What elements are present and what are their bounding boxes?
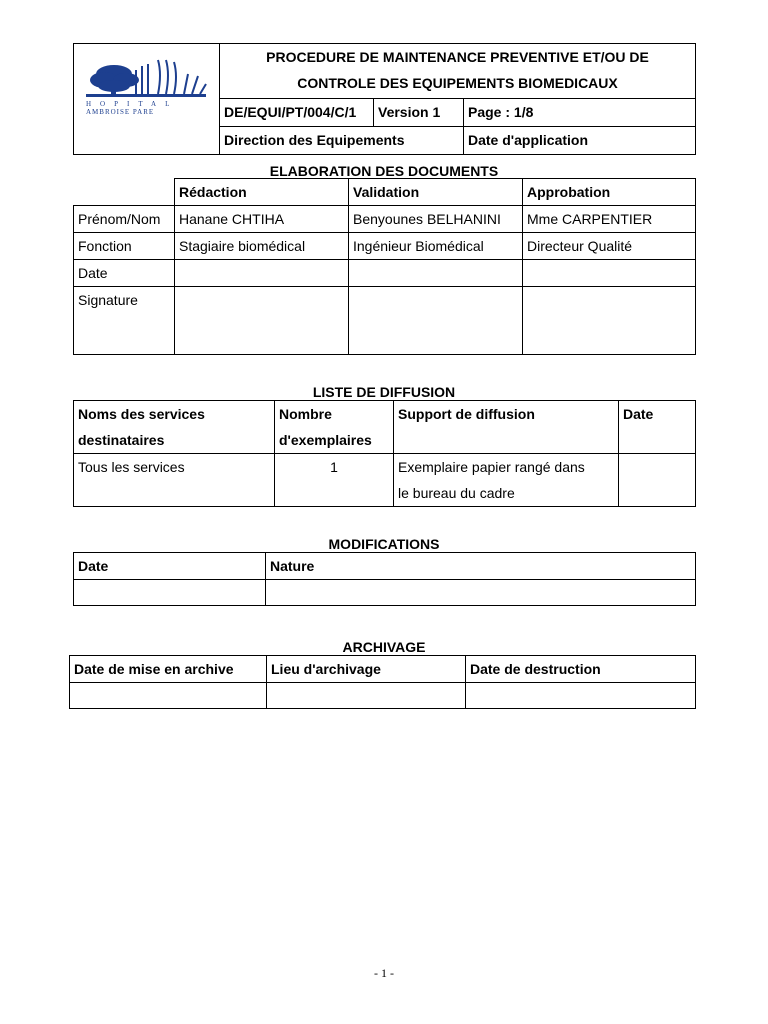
column-lieu-archivage: Lieu d'archivage (267, 656, 466, 683)
table-row (70, 683, 696, 709)
redaction-name: Hanane CHTIHA (175, 206, 349, 233)
archive-lieu (267, 683, 466, 709)
hospital-logo-icon (74, 44, 220, 146)
table-row (74, 287, 696, 355)
column-support: Support de diffusion (394, 401, 619, 454)
row-label: Fonction (74, 233, 175, 260)
column-date-destruction: Date de destruction (466, 656, 696, 683)
archive-destruction (466, 683, 696, 709)
diffusion-support: Exemplaire papier rangé dans le bureau du cadre (394, 454, 619, 507)
approbation-signature (523, 287, 696, 355)
column-date: Date (74, 553, 266, 580)
row-label: Prénom/Nom (74, 206, 175, 233)
document-header (73, 43, 696, 155)
modifications-table (73, 552, 696, 606)
svg-text:HOPITAL: HOPITAL (86, 100, 179, 108)
document-reference: DE/EQUI/PT/004/C/1 (220, 98, 374, 126)
validation-name: Benyounes BELHANINI (349, 206, 523, 233)
table-row (74, 233, 696, 260)
document-version: Version 1 (374, 98, 464, 126)
column-redaction: Rédaction (175, 179, 349, 206)
table-row (74, 454, 696, 507)
title-line-2: CONTROLE DES EQUIPEMENTS BIOMEDICAUX (297, 75, 618, 91)
diffusion-count: 1 (275, 454, 394, 507)
archive-date (70, 683, 267, 709)
column-mise-en-archive: Date de mise en archive (70, 656, 267, 683)
redaction-date (175, 260, 349, 287)
validation-signature (349, 287, 523, 355)
date-application-label: Date d'application (464, 126, 696, 154)
diffusion-date (619, 454, 696, 507)
hospital-logo (74, 44, 220, 155)
elaboration-table (73, 178, 696, 355)
diffusion-title: LISTE DE DIFFUSION (312, 384, 456, 400)
archivage-table (69, 655, 696, 709)
redaction-function: Stagiaire biomédical (175, 233, 349, 260)
empty-corner-cell (74, 179, 175, 206)
column-nature: Nature (266, 553, 696, 580)
column-approbation: Approbation (523, 179, 696, 206)
elaboration-title: ELABORATION DES DOCUMENTS (269, 163, 499, 179)
direction-label: Direction des Equipements (220, 126, 464, 154)
modification-date (74, 580, 266, 606)
document-page: Page : 1/8 (464, 98, 696, 126)
row-label: Date (74, 260, 175, 287)
validation-function: Ingénieur Biomédical (349, 233, 523, 260)
approbation-date (523, 260, 696, 287)
modification-nature (266, 580, 696, 606)
table-row (74, 260, 696, 287)
column-exemplaires: Nombre d'exemplaires (275, 401, 394, 454)
column-services: Noms des services destinataires (74, 401, 275, 454)
diffusion-table (73, 400, 696, 507)
row-label: Signature (74, 287, 175, 355)
svg-text:AMBROISE PARE: AMBROISE PARE (86, 108, 155, 116)
column-validation: Validation (349, 179, 523, 206)
modifications-title: MODIFICATIONS (328, 536, 440, 552)
document-title (220, 44, 696, 99)
archivage-title: ARCHIVAGE (342, 639, 426, 655)
approbation-name: Mme CARPENTIER (523, 206, 696, 233)
title-line-1: PROCEDURE DE MAINTENANCE PREVENTIVE ET/OU DE (266, 49, 649, 65)
validation-date (349, 260, 523, 287)
redaction-signature (175, 287, 349, 355)
approbation-function: Directeur Qualité (523, 233, 696, 260)
table-row (74, 580, 696, 606)
column-date: Date (619, 401, 696, 454)
diffusion-service: Tous les services (74, 454, 275, 507)
table-row (74, 206, 696, 233)
page-number: - 1 - (374, 966, 394, 980)
